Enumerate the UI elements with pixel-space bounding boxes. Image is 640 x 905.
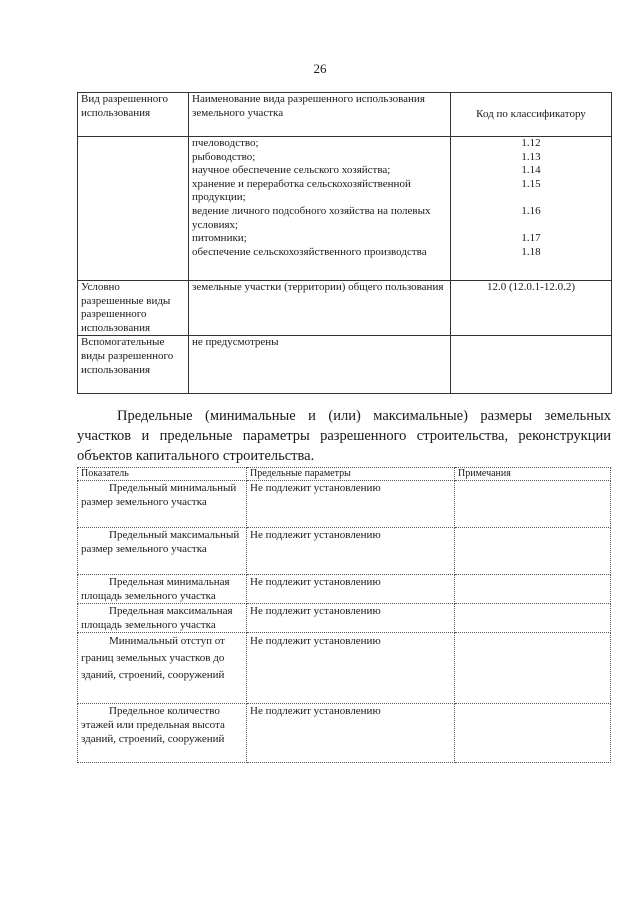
header-use-type: Вид разрешенного использования <box>78 93 189 137</box>
value-cell: Не подлежит установлению <box>247 704 455 763</box>
auxiliary-use-code <box>451 336 612 394</box>
value-cell: Не подлежит установлению <box>247 604 455 633</box>
paragraph-line: Предельные (минимальные и (или) максимальные) размеры земельных <box>117 408 611 424</box>
indicator-cell: Предельный минимальный размер земельного участка <box>78 481 247 528</box>
list-item: рыбоводство; <box>192 150 256 163</box>
header-classifier-code: Код по классификатору <box>451 93 612 137</box>
note-cell <box>455 528 611 575</box>
header-parameters: Предельные параметры <box>247 468 455 481</box>
conditional-use-label: Условно разрешенные виды разрешенного использования <box>78 281 189 336</box>
value-cell: Не подлежит установлению <box>247 481 455 528</box>
list-item: ведение личного подсобного хозяйства на полевых условиях; <box>192 204 431 231</box>
classifier-code: 1.16 <box>521 204 541 217</box>
header-use-name: Наименование вида разрешенного использования земельного участка <box>189 93 451 137</box>
table-row <box>78 137 612 281</box>
auxiliary-use-label: Вспомогательные виды разрешенного использования <box>78 336 189 394</box>
table-header-row <box>78 468 611 481</box>
auxiliary-use-name: не предусмотрены <box>189 336 451 394</box>
header-notes: Примечания <box>455 468 611 481</box>
page-number: 26 <box>313 61 327 76</box>
classifier-code: 1.14 <box>521 164 541 177</box>
table-row <box>78 604 611 633</box>
main-use-codes <box>451 137 612 281</box>
classifier-code: 1.17 <box>521 232 541 245</box>
paragraph-line: объектов капитального строительства. <box>77 448 315 464</box>
table-row <box>78 633 611 704</box>
table-row <box>78 528 611 575</box>
list-item: хранение и переработка сельскохозяйственной продукции; <box>192 177 411 204</box>
value-cell: Не подлежит установлению <box>247 528 455 575</box>
list-item: обеспечение сельскохозяйственного производства <box>192 245 427 258</box>
header-indicator: Показатель <box>78 468 247 481</box>
indicator-cell: Предельное количество этажей или предельная высота зданий, строений, сооружений <box>78 704 247 763</box>
note-cell <box>455 604 611 633</box>
conditional-use-code: 12.0 (12.0.1-12.0.2) <box>451 281 612 336</box>
permitted-use-table <box>77 92 612 394</box>
table-row <box>78 575 611 604</box>
classifier-code: 1.18 <box>521 245 541 258</box>
note-cell <box>455 704 611 763</box>
note-cell <box>455 575 611 604</box>
table-row <box>78 481 611 528</box>
table-header-row <box>78 93 612 137</box>
table-row <box>78 336 612 394</box>
paragraph-line: участков и предельные параметры разрешенного строительства, реконструкции <box>77 428 611 444</box>
classifier-code: 1.15 <box>521 177 541 190</box>
table-row <box>78 704 611 763</box>
classifier-code: 1.12 <box>521 137 541 149</box>
list-item: питомники; <box>192 232 247 245</box>
note-cell <box>455 481 611 528</box>
note-cell <box>455 633 611 704</box>
classifier-code: 1.13 <box>521 150 541 163</box>
value-cell: Не подлежит установлению <box>247 575 455 604</box>
main-use-label <box>78 137 189 281</box>
main-use-list <box>189 137 451 281</box>
indicator-cell: Предельная максимальная площадь земельного участка <box>78 604 247 633</box>
limits-table <box>77 467 611 763</box>
table-row <box>78 281 612 336</box>
limits-paragraph <box>77 406 611 466</box>
indicator-cell: Минимальный отступ от границ земельных участков до зданий, строений, сооружений <box>78 633 247 704</box>
conditional-use-name: земельные участки (территории) общего пользования <box>189 281 451 336</box>
indicator-cell: Предельный максимальный размер земельного участка <box>78 528 247 575</box>
indicator-cell: Предельная минимальная площадь земельного участка <box>78 575 247 604</box>
value-cell: Не подлежит установлению <box>247 633 455 704</box>
list-item: пчеловодство; <box>192 137 259 149</box>
list-item: научное обеспечение сельского хозяйства; <box>192 164 391 177</box>
